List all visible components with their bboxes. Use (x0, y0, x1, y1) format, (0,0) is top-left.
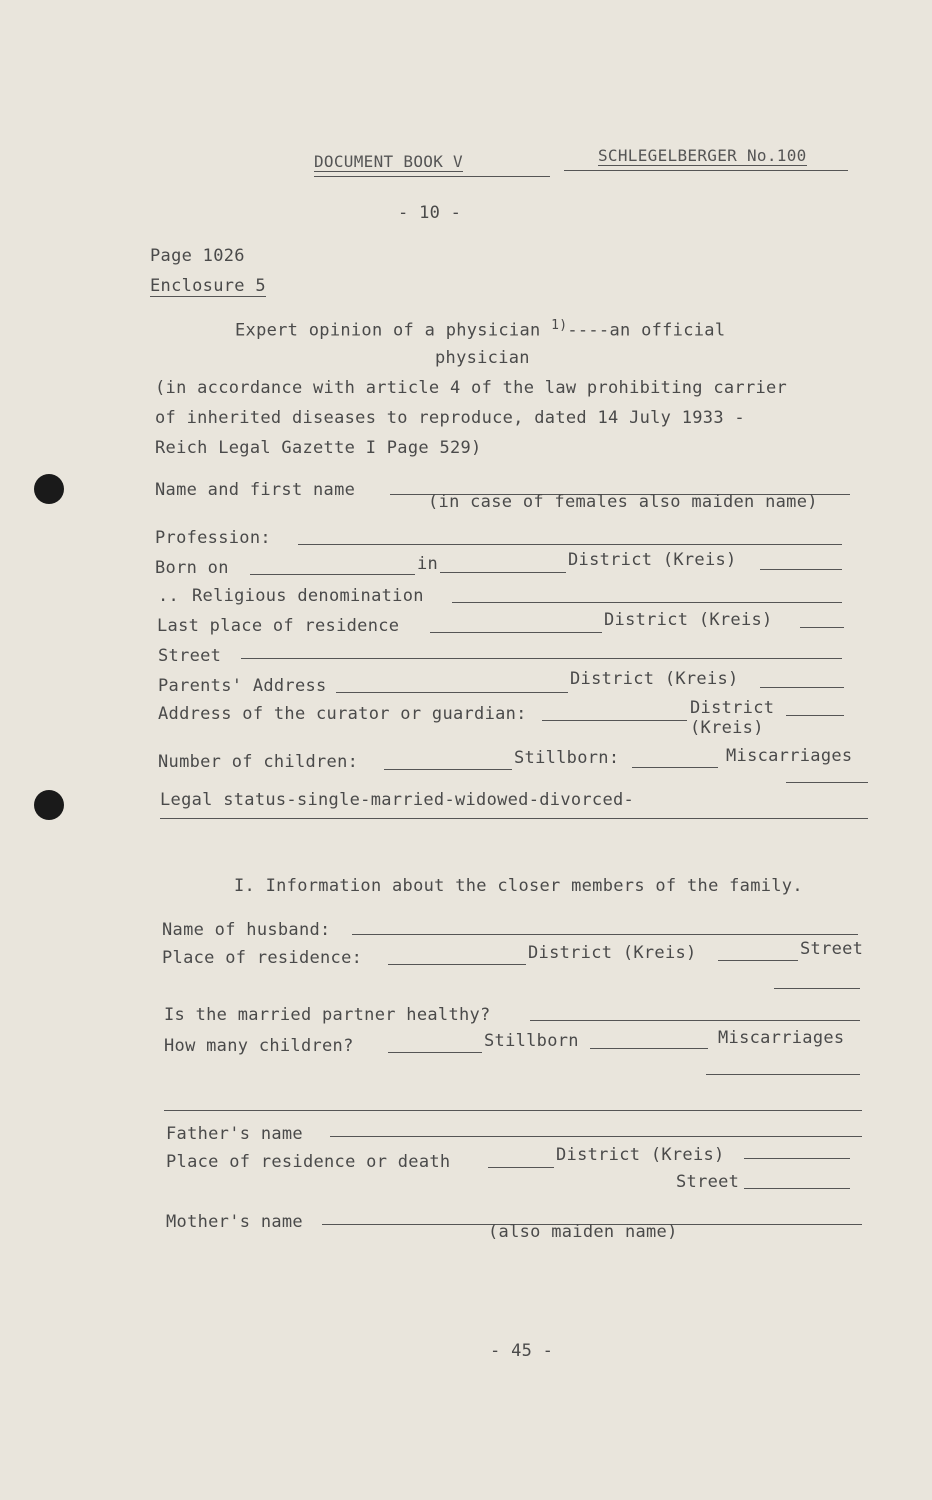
husband-residence-label: Place of residence: (162, 948, 363, 968)
curator-kreis-label: (Kreis) (690, 718, 764, 738)
last-place-field[interactable] (430, 632, 602, 633)
husband-street-label: Street (800, 939, 864, 959)
title-line1: Expert opinion of a physician (235, 320, 541, 341)
curator-district-label: District (690, 698, 775, 718)
parents-district-label: District (Kreis) (570, 669, 739, 689)
husband-label: Name of husband: (162, 920, 331, 940)
page-reference: Page 1026 (150, 246, 245, 266)
partner-healthy-label: Is the married partner healthy? (164, 1005, 491, 1025)
husband-residence-field[interactable] (388, 964, 526, 965)
father-residence-field[interactable] (488, 1167, 554, 1168)
curator-label: Address of the curator or guardian: (158, 704, 527, 724)
document-book-label: DOCUMENT BOOK V (314, 152, 463, 171)
name-label: Name and first name (155, 480, 356, 500)
subtitle-line3: Reich Legal Gazette I Page 529) (155, 438, 482, 458)
defense-doc-label: SCHLEGELBERGER No.100 (598, 146, 807, 165)
father-district-field[interactable] (744, 1158, 850, 1159)
street-field[interactable] (241, 658, 842, 659)
section1-stillborn-field[interactable] (590, 1048, 708, 1049)
curator-field[interactable] (542, 720, 687, 721)
father-district-label: District (Kreis) (556, 1145, 725, 1165)
mother-name-label: Mother's name (166, 1212, 303, 1232)
parents-address-field[interactable] (336, 692, 568, 693)
punch-hole-bottom (34, 790, 64, 820)
legal-status-rule (160, 818, 868, 819)
how-many-children-field[interactable] (388, 1052, 482, 1053)
title-footnote: 1) (551, 318, 568, 333)
subtitle-line2: of inherited diseases to reproduce, dated 14 July 1933 - (155, 408, 745, 428)
husband-district-field[interactable] (718, 960, 798, 961)
header-rule-right (564, 170, 848, 171)
profession-field[interactable] (298, 544, 842, 545)
section1-miscarriages-label: Miscarriages (718, 1028, 845, 1048)
title-line1b: ----an official (567, 320, 726, 341)
mother-name-note: (also maiden name) (488, 1222, 678, 1242)
born-on-field[interactable] (250, 574, 415, 575)
religious-field[interactable] (452, 602, 842, 603)
header-rule-left (314, 176, 550, 177)
born-in-label: in (417, 554, 439, 574)
section1-heading: I. Information about the closer members of the family. (234, 876, 803, 896)
father-name-label: Father's name (166, 1124, 303, 1144)
parents-district-field[interactable] (760, 687, 844, 688)
section1-stillborn-label: Stillborn (484, 1031, 579, 1051)
number-children-label: Number of children: (158, 752, 359, 772)
number-children-field[interactable] (384, 769, 512, 770)
stillborn-field[interactable] (632, 767, 718, 768)
last-place-label: Last place of residence (157, 616, 400, 636)
father-residence-label: Place of residence or death (166, 1152, 451, 1172)
religious-prefix: .. (158, 586, 180, 606)
form-title (235, 318, 725, 341)
title-line2: physician (435, 348, 530, 368)
section1-miscarriages-field[interactable] (706, 1074, 860, 1075)
how-many-children-label: How many children? (164, 1036, 354, 1056)
born-in-field[interactable] (440, 572, 566, 573)
husband-district-label: District (Kreis) (528, 943, 697, 963)
religious-label: Religious denomination (192, 586, 424, 606)
parents-address-label: Parents' Address (158, 676, 327, 696)
last-place-district-field[interactable] (800, 627, 844, 628)
miscarriages-label: Miscarriages (726, 746, 853, 766)
profession-label: Profession: (155, 528, 271, 548)
stillborn-label: Stillborn: (514, 748, 620, 768)
father-name-field[interactable] (330, 1136, 862, 1137)
born-district-field[interactable] (760, 569, 842, 570)
legal-status-label: Legal status-single-married-widowed-divorced- (160, 790, 635, 810)
subtitle-line1: (in accordance with article 4 of the law prohibiting carrier (155, 378, 788, 398)
street-label: Street (158, 646, 222, 666)
born-on-label: Born on (155, 558, 229, 578)
curator-district-field[interactable] (786, 715, 844, 716)
father-street-field[interactable] (744, 1188, 850, 1189)
last-place-district-label: District (Kreis) (604, 610, 773, 630)
miscarriages-field[interactable] (786, 782, 868, 783)
husband-street-field[interactable] (774, 988, 860, 989)
born-district-label: District (Kreis) (568, 550, 737, 570)
page-number-top: - 10 - (398, 203, 462, 223)
father-street-label: Street (676, 1172, 740, 1192)
page-number-bottom: - 45 - (490, 1341, 554, 1361)
name-note: (in case of females also maiden name) (428, 492, 818, 512)
section1-divider (164, 1110, 862, 1111)
husband-field[interactable] (352, 934, 858, 935)
punch-hole-top (34, 474, 64, 504)
partner-healthy-field[interactable] (530, 1020, 860, 1021)
enclosure-label: Enclosure 5 (150, 276, 266, 296)
